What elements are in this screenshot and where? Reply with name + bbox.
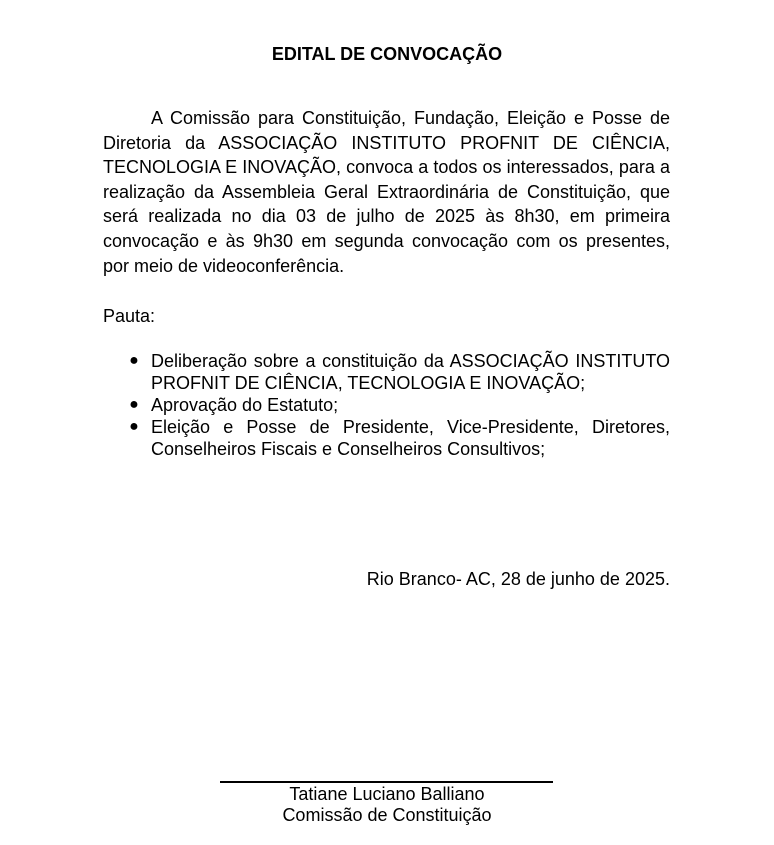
agenda-item — [129, 394, 670, 416]
convocation-paragraph: A Comissão para Constituição, Fundação, Eleição e Posse de Diretoria da ASSOCIAÇÃO INSTITUTO PROFNIT DE CIÊNCIA, TECNOLOGIA E INOVAÇÃO, convoca a todos os interessados, para a realização da Assembleia Geral Extraordinária de Constituição, que será realizada no dia 03 de julho de 2025 às 8h30, em primeira convocação e às 9h30 em segunda convocação com os presentes, por meio de videoconferência. — [103, 108, 670, 276]
agenda-item — [129, 350, 670, 394]
agenda-item — [129, 416, 670, 460]
bullet-icon: ● — [129, 352, 139, 369]
agenda-label: Pauta: — [103, 306, 156, 326]
bullet-icon: ● — [129, 396, 139, 413]
document-title: EDITAL DE CONVOCAÇÃO — [271, 44, 503, 64]
signature-line — [220, 781, 553, 783]
agenda-item-text: Deliberação sobre a constituição da ASSOCIAÇÃO INSTITUTO PROFNIT DE CIÊNCIA, TECNOLOGIA E INOVAÇÃO; — [151, 351, 670, 393]
agenda-item-text: Eleição e Posse de Presidente, Vice-Presidente, Diretores, Conselheiros Fiscais e Conselheiros Consultivos; — [151, 417, 670, 459]
agenda-list — [129, 350, 670, 460]
bullet-icon: ● — [129, 418, 139, 435]
agenda-item-text: Aprovação do Estatuto; — [151, 395, 339, 415]
place-and-date: Rio Branco- AC, 28 de junho de 2025. — [366, 569, 670, 589]
signer-name: Tatiane Luciano Balliano — [289, 784, 485, 804]
signer-role: Comissão de Constituição — [282, 805, 492, 825]
